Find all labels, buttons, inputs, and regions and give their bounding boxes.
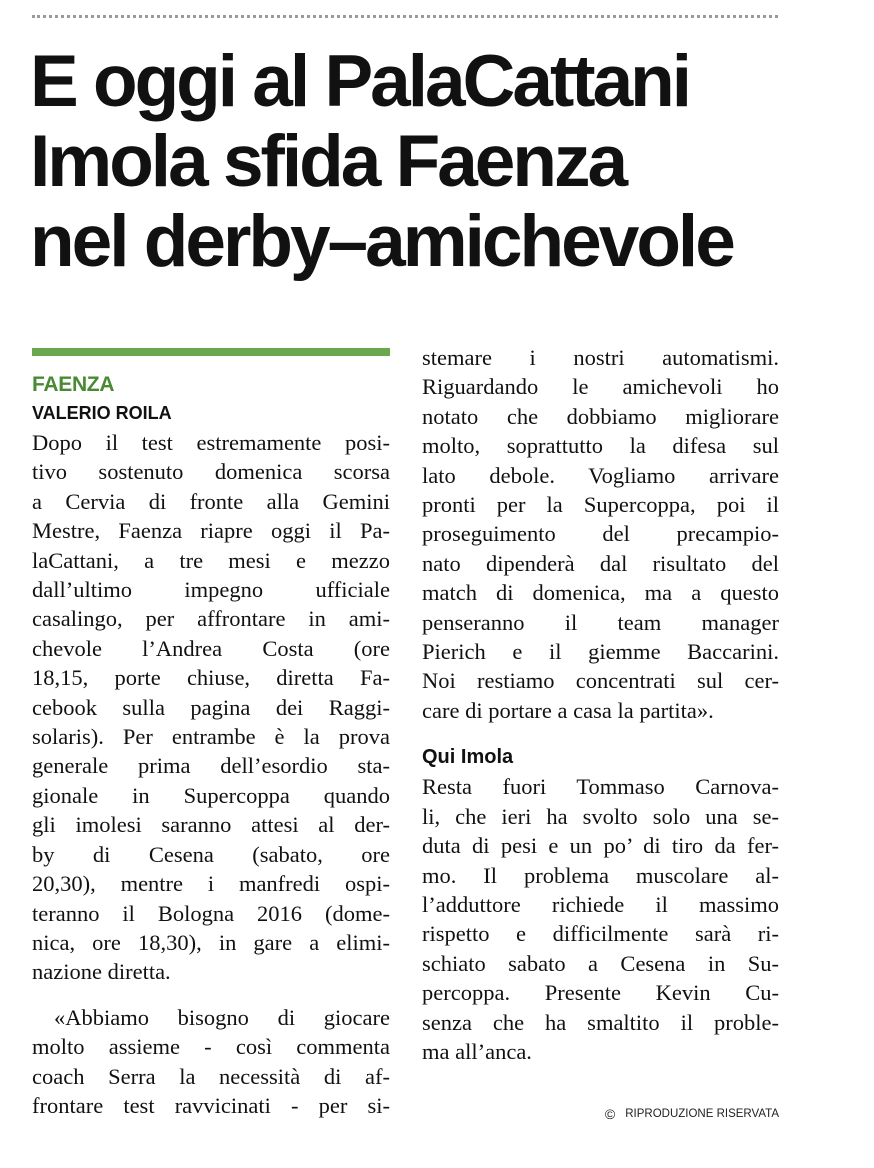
text-line: Riguardando le amichevoli ho [422, 374, 779, 400]
paragraph [422, 772, 779, 1066]
paragraph [32, 1003, 390, 1121]
text-line: casalingo, per affrontare in ami- [32, 606, 390, 632]
text-line: penseranno il team manager [422, 609, 779, 635]
copyright-text: RIPRODUZIONE RISERVATA [625, 1108, 779, 1120]
text-line: by di Cesena (sabato, ore [32, 841, 390, 867]
top-dotted-rule [32, 15, 778, 18]
text-line: Noi restiamo concentrati sul cer- [422, 668, 779, 694]
text-line: dall’ultimo impegno ufficiale [32, 577, 390, 603]
paragraph [422, 343, 779, 725]
text-line: Mestre, Faenza riapre oggi il Pa- [32, 518, 390, 544]
text-line: mo. Il problema muscolare al- [422, 862, 779, 888]
paragraph [32, 428, 390, 987]
text-line: nato dipenderà dal risultato del [422, 550, 779, 576]
text-line: 18,15, porte chiuse, diretta Fa- [32, 665, 390, 691]
section-accent-bar [32, 348, 390, 356]
text-line: cebook sulla pagina dei Raggi- [32, 694, 390, 720]
text-line: duta di pesi e un po’ di tiro da fer- [422, 833, 779, 859]
text-line: care di portare a casa la partita». [422, 697, 714, 723]
text-line: proseguimento del precampio- [422, 521, 779, 547]
text-line: Dopo il test estremamente posi- [32, 430, 390, 455]
headline-line-3: nel derby–amichevole [30, 201, 733, 282]
text-line: schiato sabato a Cesena in Su- [422, 950, 779, 976]
headline-line-1: E oggi al PalaCattani [30, 41, 690, 122]
kicker-location: FAENZA [32, 373, 115, 396]
text-line: notato che dobbiamo migliorare [422, 403, 779, 429]
text-line: li, che ieri ha svolto solo una se- [422, 803, 779, 829]
text-line: chevole l’Andrea Costa (ore [32, 635, 390, 661]
paragraph-gap [32, 987, 390, 1003]
text-line: a Cervia di fronte alla Gemini [32, 488, 390, 514]
text-line: laCattani, a tre mesi e mezzo [32, 547, 390, 573]
text-line: «Abbiamo bisogno di giocare [54, 1004, 390, 1030]
copyright-icon: © [604, 1106, 616, 1122]
text-line: match di domenica, ma a questo [422, 580, 779, 606]
text-line: gionale in Supercoppa quando [32, 782, 390, 808]
text-line: percoppa. Presente Kevin Cu- [422, 980, 779, 1006]
text-line: molto, soprattutto la difesa sul [422, 433, 779, 459]
text-line: tivo sostenuto domenica scorsa [32, 459, 390, 485]
text-line: coach Serra la necessità di af- [32, 1063, 390, 1089]
byline-author: VALERIO ROILA [32, 403, 172, 423]
text-line: 20,30), mentre i manfredi ospi- [32, 871, 390, 897]
headline [30, 42, 830, 282]
text-line: teranno il Bologna 2016 (dome- [32, 900, 390, 926]
text-line: generale prima dell’esordio sta- [32, 753, 390, 779]
text-line: nazione diretta. [32, 959, 171, 985]
subhead-qui-imola: Qui Imola [422, 746, 514, 769]
text-line: senza che ha smaltito il proble- [422, 1009, 779, 1035]
text-line: solaris). Per entrambe è la prova [32, 724, 390, 750]
text-line: gli imolesi saranno attesi al der- [32, 812, 390, 838]
text-line: Resta fuori Tommaso Carnova- [422, 774, 779, 800]
text-line: rispetto e difficilmente sarà ri- [422, 921, 779, 947]
text-line: Pierich e il giemme Baccarini. [422, 639, 779, 665]
text-line: molto assieme - così commenta [32, 1034, 390, 1060]
article-column-2 [422, 343, 779, 1066]
text-line: lato debole. Vogliamo arrivare [422, 462, 779, 488]
headline-line-2: Imola sfida Faenza [30, 121, 626, 202]
text-line: ma all’anca. [422, 1038, 532, 1064]
text-line: stemare i nostri automatismi. [422, 345, 779, 370]
copyright-notice [605, 1107, 779, 1121]
text-line: frontare test ravvicinati - per si- [32, 1092, 390, 1118]
text-line: l’adduttore richiede il massimo [422, 891, 779, 917]
text-line: pronti per la Supercoppa, poi il [422, 492, 779, 518]
text-line: nica, ore 18,30), in gare a elimi- [32, 929, 390, 955]
article-column-1 [32, 370, 390, 1120]
